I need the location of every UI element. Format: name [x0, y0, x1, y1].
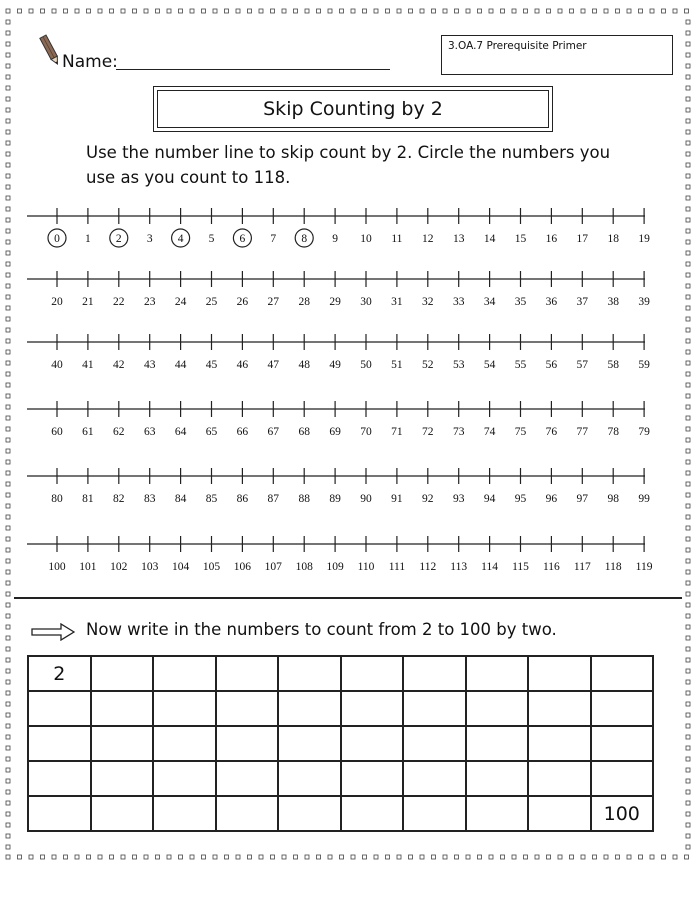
border-dot — [686, 658, 690, 662]
number-label: 46 — [236, 359, 249, 371]
border-dot — [340, 855, 344, 859]
number-label: 18 — [607, 233, 619, 245]
grid-cell[interactable]: 100 — [591, 796, 654, 831]
border-dot — [535, 855, 539, 859]
border-dot — [420, 855, 424, 859]
number-label: 20 — [51, 296, 63, 308]
border-dot — [686, 746, 690, 750]
number-label: 88 — [298, 493, 310, 505]
grid-cell[interactable] — [278, 761, 341, 796]
grid-cell[interactable] — [466, 691, 529, 726]
grid-cell[interactable] — [528, 691, 591, 726]
number-label: 50 — [360, 359, 372, 371]
number-label: 25 — [205, 296, 218, 308]
grid-cell[interactable] — [403, 691, 466, 726]
grid-cell[interactable] — [216, 656, 279, 691]
number-label: 79 — [638, 426, 650, 438]
border-dot — [328, 855, 332, 859]
border-dot — [6, 768, 10, 772]
grid-cell[interactable] — [591, 726, 654, 761]
border-dot — [616, 855, 620, 859]
border-dot — [98, 855, 102, 859]
border-dot — [6, 746, 10, 750]
grid-cell[interactable] — [91, 656, 154, 691]
border-dot — [662, 855, 666, 859]
number-label: 104 — [171, 561, 190, 573]
number-label: 55 — [514, 359, 527, 371]
border-dot — [686, 669, 690, 673]
border-dot — [167, 855, 171, 859]
border-dot — [6, 636, 10, 640]
grid-cell[interactable] — [403, 796, 466, 831]
number-label: 6 — [239, 233, 246, 245]
grid-cell[interactable] — [153, 656, 216, 691]
border-dot — [686, 713, 690, 717]
border-dot — [686, 691, 690, 695]
border-dot — [650, 855, 654, 859]
number-label: 27 — [267, 296, 280, 308]
number-label: 56 — [545, 359, 558, 371]
border-dot — [686, 812, 690, 816]
border-dot — [6, 823, 10, 827]
number-label: 87 — [267, 493, 280, 505]
number-label: 119 — [635, 561, 653, 573]
grid-cell[interactable] — [153, 796, 216, 831]
border-dot — [294, 855, 298, 859]
border-dot — [685, 855, 689, 859]
number-label: 109 — [326, 561, 344, 573]
border-dot — [282, 855, 286, 859]
number-label: 80 — [51, 493, 63, 505]
border-dot — [259, 855, 263, 859]
border-dot — [75, 855, 79, 859]
number-label: 65 — [205, 426, 218, 438]
border-dot — [271, 855, 275, 859]
number-label: 23 — [143, 296, 156, 308]
number-label: 44 — [174, 359, 187, 371]
number-label: 106 — [233, 561, 252, 573]
border-dot — [6, 669, 10, 673]
grid-cell[interactable] — [403, 761, 466, 796]
grid-cell[interactable] — [403, 726, 466, 761]
number-label: 116 — [542, 561, 560, 573]
border-dot — [190, 855, 194, 859]
border-dot — [6, 812, 10, 816]
number-label: 66 — [236, 426, 249, 438]
border-dot — [202, 855, 206, 859]
write-instructions: Now write in the numbers to count from 2 to 100 by two. — [86, 620, 557, 639]
border-dot — [686, 680, 690, 684]
border-dot — [547, 855, 551, 859]
border-dot — [686, 603, 690, 607]
number-label: 36 — [545, 296, 558, 308]
number-label: 49 — [329, 359, 341, 371]
number-label: 82 — [113, 493, 125, 505]
border-dot — [478, 855, 482, 859]
number-label: 61 — [82, 426, 94, 438]
grid-row — [28, 726, 653, 761]
border-dot — [6, 855, 10, 859]
grid-cell[interactable] — [153, 726, 216, 761]
number-label: 57 — [576, 359, 589, 371]
border-dot — [41, 855, 45, 859]
number-label: 8 — [301, 233, 308, 245]
number-label: 43 — [143, 359, 156, 371]
number-label: 98 — [607, 493, 619, 505]
border-dot — [351, 855, 355, 859]
border-dot — [570, 855, 574, 859]
border-dot — [236, 855, 240, 859]
border-dot — [6, 724, 10, 728]
border-dot — [363, 855, 367, 859]
number-label: 102 — [110, 561, 128, 573]
border-dot — [686, 801, 690, 805]
number-label: 70 — [360, 426, 372, 438]
number-label: 76 — [545, 426, 558, 438]
grid-cell[interactable] — [528, 656, 591, 691]
border-dot — [29, 855, 33, 859]
border-dot — [686, 636, 690, 640]
grid-cell[interactable] — [528, 796, 591, 831]
section-divider — [14, 597, 682, 599]
number-label: 9 — [332, 233, 338, 245]
border-dot — [64, 855, 68, 859]
number-label: 89 — [329, 493, 341, 505]
border-dot — [686, 625, 690, 629]
grid-cell[interactable] — [528, 761, 591, 796]
number-label: 93 — [452, 493, 465, 505]
border-dot — [6, 735, 10, 739]
border-dot — [466, 855, 470, 859]
grid-cell[interactable] — [91, 761, 154, 796]
border-dot — [6, 680, 10, 684]
number-label: 24 — [174, 296, 187, 308]
grid-cell[interactable] — [216, 761, 279, 796]
border-dot — [6, 603, 10, 607]
grid-cell[interactable] — [591, 656, 654, 691]
border-dot — [6, 790, 10, 794]
number-label: 3 — [146, 233, 153, 245]
border-dot — [524, 855, 528, 859]
border-dot — [686, 724, 690, 728]
number-label: 58 — [607, 359, 619, 371]
number-label: 73 — [452, 426, 465, 438]
number-label: 41 — [82, 359, 94, 371]
number-label: 95 — [514, 493, 527, 505]
number-label: 94 — [483, 493, 496, 505]
number-label: 38 — [607, 296, 619, 308]
number-label: 107 — [264, 561, 282, 573]
border-dot — [6, 647, 10, 651]
border-dot — [87, 855, 91, 859]
arrow-right-icon — [31, 623, 75, 641]
grid-row — [28, 656, 653, 691]
border-dot — [110, 855, 114, 859]
number-label: 103 — [141, 561, 159, 573]
grid-cell[interactable] — [216, 691, 279, 726]
number-label: 60 — [51, 426, 63, 438]
border-dot — [581, 855, 585, 859]
number-label: 62 — [113, 426, 125, 438]
grid-cell[interactable] — [466, 656, 529, 691]
number-label: 54 — [483, 359, 496, 371]
number-label: 45 — [205, 359, 218, 371]
number-label: 85 — [205, 493, 218, 505]
grid-cell[interactable] — [216, 796, 279, 831]
number-label: 90 — [360, 493, 372, 505]
number-label: 77 — [576, 426, 589, 438]
name-label: Name: — [62, 52, 118, 72]
number-label: 52 — [422, 359, 434, 371]
border-dot — [686, 834, 690, 838]
number-label: 114 — [481, 561, 499, 573]
border-dot — [248, 855, 252, 859]
number-label: 11 — [391, 233, 403, 245]
number-label: 33 — [452, 296, 465, 308]
number-label: 13 — [452, 233, 465, 245]
border-dot — [512, 855, 516, 859]
number-label: 92 — [422, 493, 434, 505]
number-label: 42 — [113, 359, 125, 371]
grid-row — [28, 761, 653, 796]
border-dot — [317, 855, 321, 859]
number-label: 63 — [143, 426, 156, 438]
border-dot — [374, 855, 378, 859]
border-dot — [133, 855, 137, 859]
number-label: 100 — [48, 561, 66, 573]
border-dot — [52, 855, 56, 859]
number-label: 101 — [79, 561, 97, 573]
number-label: 40 — [51, 359, 63, 371]
border-dot — [673, 855, 677, 859]
number-label: 15 — [514, 233, 527, 245]
border-dot — [686, 779, 690, 783]
number-label: 21 — [82, 296, 94, 308]
number-label: 117 — [573, 561, 591, 573]
grid-cell[interactable] — [341, 761, 404, 796]
number-label: 110 — [357, 561, 375, 573]
border-dot — [686, 768, 690, 772]
border-dot — [686, 735, 690, 739]
number-label: 83 — [143, 493, 156, 505]
border-dot — [604, 855, 608, 859]
number-label: 34 — [483, 296, 496, 308]
number-label: 22 — [113, 296, 125, 308]
border-dot — [6, 702, 10, 706]
grid-cell[interactable]: 2 — [28, 656, 91, 691]
number-label: 108 — [295, 561, 313, 573]
number-label: 97 — [576, 493, 589, 505]
number-label: 29 — [329, 296, 341, 308]
number-label: 10 — [360, 233, 372, 245]
grid-cell[interactable] — [278, 656, 341, 691]
number-label: 96 — [545, 493, 558, 505]
border-dot — [18, 855, 22, 859]
border-dot — [6, 625, 10, 629]
border-dot — [6, 757, 10, 761]
number-label: 118 — [604, 561, 622, 573]
grid-cell[interactable] — [153, 691, 216, 726]
grid-cell[interactable] — [278, 726, 341, 761]
border-dot — [686, 757, 690, 761]
grid-cell[interactable] — [278, 796, 341, 831]
number-label: 26 — [236, 296, 249, 308]
grid-cell[interactable] — [466, 761, 529, 796]
border-dot — [144, 855, 148, 859]
border-dot — [397, 855, 401, 859]
number-label: 28 — [298, 296, 310, 308]
grid-cell[interactable] — [91, 796, 154, 831]
border-dot — [213, 855, 217, 859]
number-label: 0 — [54, 233, 60, 245]
number-label: 32 — [422, 296, 434, 308]
number-label: 111 — [388, 561, 406, 573]
grid-cell[interactable] — [153, 761, 216, 796]
number-label: 7 — [270, 233, 277, 245]
border-dot — [225, 855, 229, 859]
number-label: 14 — [483, 233, 496, 245]
border-dot — [627, 855, 631, 859]
border-dot — [489, 855, 493, 859]
standard-label: 3.OA.7 Prerequisite Primer — [448, 40, 587, 52]
grid-cell[interactable] — [341, 691, 404, 726]
border-dot — [6, 691, 10, 695]
grid-cell[interactable] — [28, 761, 91, 796]
number-label: 72 — [422, 426, 434, 438]
border-dot — [639, 855, 643, 859]
grid-cell[interactable] — [216, 726, 279, 761]
grid-cell[interactable] — [28, 726, 91, 761]
grid-cell[interactable] — [91, 726, 154, 761]
border-dot — [686, 614, 690, 618]
border-dot — [6, 834, 10, 838]
number-label: 78 — [607, 426, 619, 438]
number-label: 31 — [391, 296, 403, 308]
number-label: 68 — [298, 426, 310, 438]
border-dot — [6, 658, 10, 662]
grid-cell[interactable] — [341, 796, 404, 831]
number-label: 81 — [82, 493, 94, 505]
number-label: 48 — [298, 359, 310, 371]
number-label: 39 — [638, 296, 650, 308]
border-dot — [443, 855, 447, 859]
border-dot — [686, 823, 690, 827]
number-label: 16 — [545, 233, 558, 245]
grid-cell[interactable] — [591, 761, 654, 796]
page-title: Skip Counting by 2 — [157, 90, 549, 128]
grid-cell[interactable] — [278, 691, 341, 726]
number-label: 112 — [419, 561, 437, 573]
grid-cell[interactable] — [403, 656, 466, 691]
border-dot — [179, 855, 183, 859]
number-label: 64 — [174, 426, 187, 438]
number-label: 35 — [514, 296, 527, 308]
border-dot — [593, 855, 597, 859]
border-dot — [121, 855, 125, 859]
border-dot — [558, 855, 562, 859]
grid-cell[interactable] — [591, 691, 654, 726]
number-label: 59 — [638, 359, 650, 371]
number-label: 4 — [177, 233, 184, 245]
number-label: 12 — [422, 233, 434, 245]
grid-cell[interactable] — [466, 796, 529, 831]
border-dot — [6, 614, 10, 618]
number-label: 1 — [85, 233, 91, 245]
grid-cell[interactable] — [466, 726, 529, 761]
number-label: 2 — [115, 233, 122, 245]
number-label: 37 — [576, 296, 589, 308]
border-dot — [6, 845, 10, 849]
number-label: 19 — [638, 233, 650, 245]
border-dot — [6, 779, 10, 783]
border-dot — [686, 702, 690, 706]
border-dot — [305, 855, 309, 859]
border-dot — [501, 855, 505, 859]
number-label: 67 — [267, 426, 280, 438]
instructions-text: Use the number line to skip count by 2. Circle the numbers you use as you count to 118. — [86, 143, 611, 187]
border-dot — [432, 855, 436, 859]
number-label: 71 — [391, 426, 403, 438]
grid-cell[interactable] — [341, 726, 404, 761]
number-label: 86 — [236, 493, 249, 505]
number-label: 115 — [512, 561, 529, 573]
number-label: 30 — [360, 296, 372, 308]
border-dot — [156, 855, 160, 859]
number-label: 91 — [391, 493, 403, 505]
border-dot — [409, 855, 413, 859]
number-label: 84 — [174, 493, 187, 505]
grid-row — [28, 796, 653, 831]
number-label: 5 — [208, 233, 215, 245]
grid-row — [28, 691, 653, 726]
border-dot — [686, 647, 690, 651]
number-label: 99 — [638, 493, 650, 505]
number-label: 75 — [514, 426, 527, 438]
grid-cell[interactable] — [528, 726, 591, 761]
answer-grid — [27, 655, 654, 832]
grid-cell[interactable] — [28, 796, 91, 831]
number-label: 69 — [329, 426, 341, 438]
number-label: 113 — [450, 561, 468, 573]
grid-cell[interactable] — [341, 656, 404, 691]
number-label: 47 — [267, 359, 280, 371]
number-label: 51 — [391, 359, 403, 371]
border-dot — [455, 855, 459, 859]
grid-cell[interactable] — [28, 691, 91, 726]
number-label: 53 — [452, 359, 465, 371]
border-dot — [6, 713, 10, 717]
grid-cell[interactable] — [91, 691, 154, 726]
border-dot — [686, 790, 690, 794]
number-label: 105 — [202, 561, 221, 573]
number-label: 74 — [483, 426, 496, 438]
border-dot — [686, 845, 690, 849]
number-label: 17 — [576, 233, 589, 245]
border-dot — [6, 801, 10, 805]
border-dot — [386, 855, 390, 859]
